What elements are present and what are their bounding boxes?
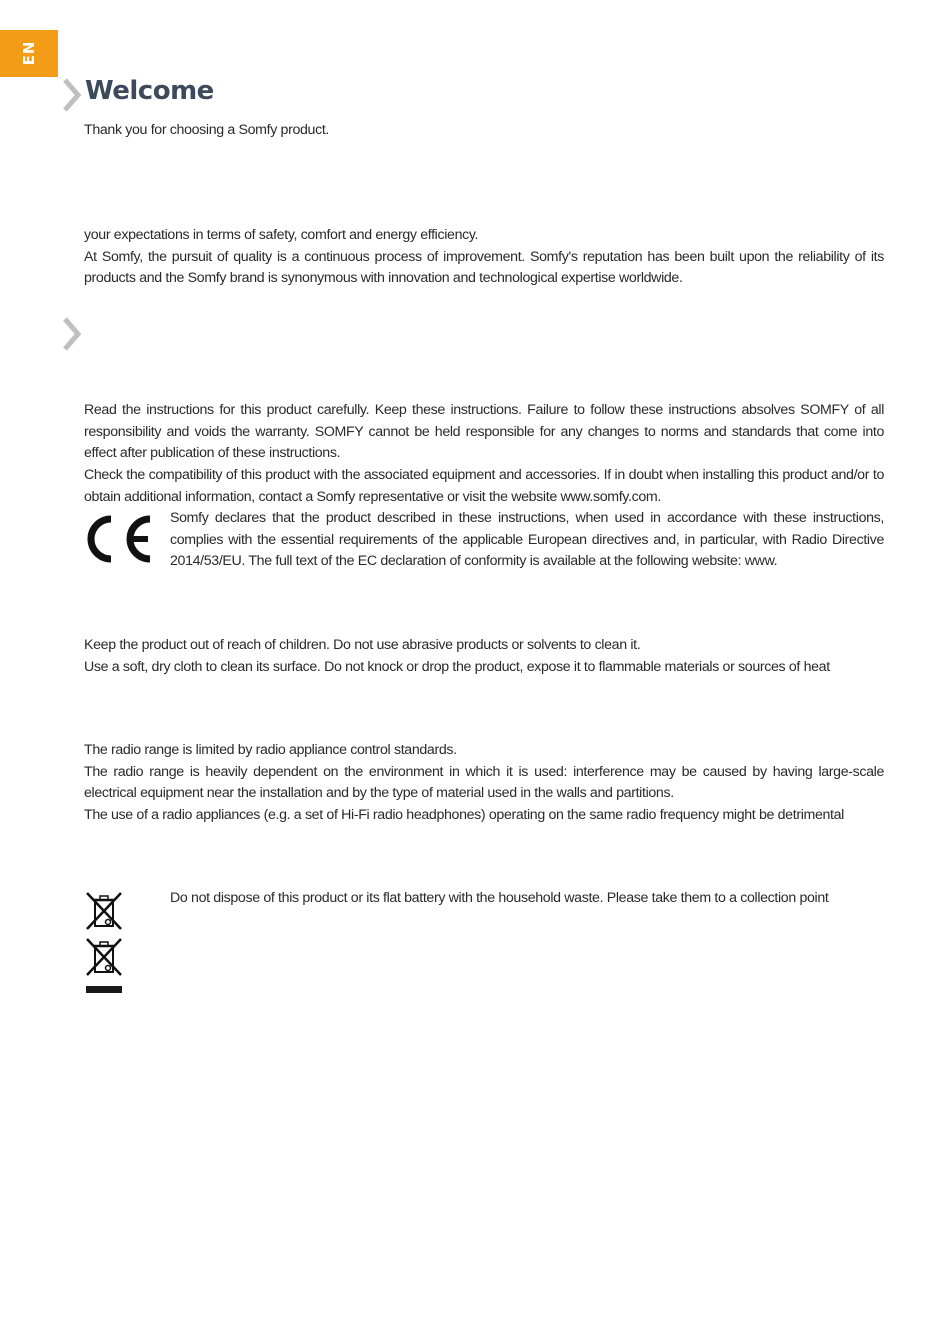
language-tab: [0, 30, 58, 77]
section-chevron-icon: [60, 316, 84, 352]
safety-line: Read the instructions for this product carefully. Keep these instructions. Failure to follow these instructions absolves SOMFY of all responsibility and voids the warranty. SOMFY cannot be held responsible for any changes to norms and standards that come into effect after publication of these instructions.: [84, 402, 884, 462]
radio-line: The radio range is limited by radio appliance control standards.: [84, 742, 457, 758]
language-tab-label: EN: [20, 40, 38, 66]
welcome-line: At Somfy, the pursuit of quality is a continuous process of improvement. Somfy's reputation has been built upon the reliability of its products and the Somfy brand is synonymous with innovation and technological expertise worldwide.: [84, 248, 884, 287]
welcome-line: your expectations in terms of safety, comfort and energy efficiency.: [84, 227, 479, 243]
page-title: Welcome: [85, 76, 214, 106]
care-line: Keep the product out of reach of children. Do not use abrasive products or solvents to clean it.: [84, 637, 641, 653]
care-line: Use a soft, dry cloth to clean its surface. Do not knock or drop the product, expose it to flammable materials or sources of heat: [84, 658, 830, 675]
disposal-text-block: [170, 888, 884, 910]
radio-line: The radio range is heavily dependent on the environment in which it is used: interference may be caused by having large-scale electrical equipment near the installation and by the type of material used in the walls and partitions.: [84, 763, 884, 802]
radio-line: The use of a radio appliances (e.g. a set of Hi-Fi radio headphones) operating on the same radio frequency might be detrimental: [84, 807, 844, 824]
weee-bar-icon: [86, 986, 122, 993]
disposal-text: Do not dispose of this product or its flat battery with the household waste. Please take them to a collection point: [170, 890, 829, 906]
crossed-bin-icon: [84, 891, 124, 931]
welcome-thanks: [84, 120, 884, 142]
ce-declaration: [170, 508, 884, 573]
welcome-thanks-text: Thank you for choosing a Somfy product.: [84, 122, 330, 138]
safety-line: Check the compatibility of this product with the associated equipment and accessories. If in doubt when installing this product and/or to obtain additional information, contact a Somfy representative or visit the website www.somfy.com.: [84, 467, 884, 505]
crossed-bin-icon: [84, 937, 124, 977]
care-paragraph: [84, 635, 884, 678]
radio-paragraph: [84, 740, 884, 827]
welcome-paragraph: [84, 225, 884, 290]
safety-paragraph: [84, 400, 884, 509]
section-chevron-icon: [60, 77, 84, 113]
ce-mark-icon: [84, 513, 154, 565]
ce-declaration-text: Somfy declares that the product described in these instructions, when used in accordance with these instructions, complies with the essential requirements of the applicable European directives and, in particular, with Radio Directive 2014/53/EU. The full text of the EC declaration of conformity is available at the following website: www.: [170, 510, 884, 570]
